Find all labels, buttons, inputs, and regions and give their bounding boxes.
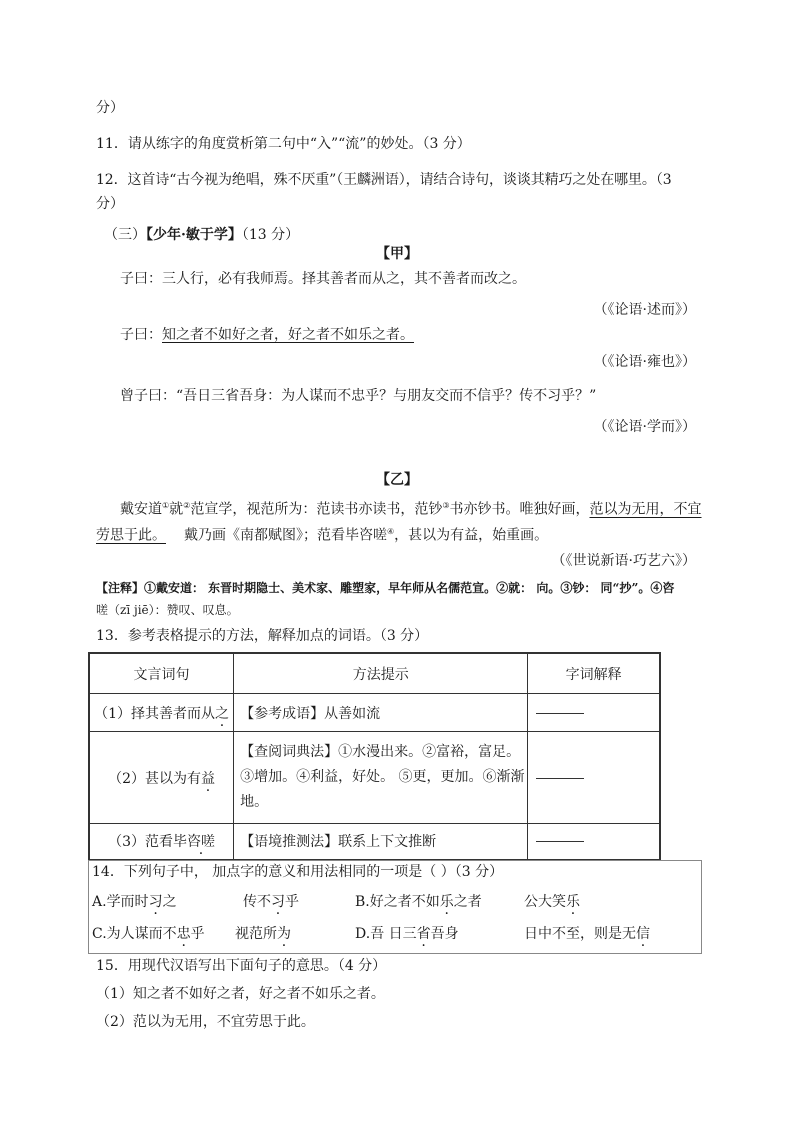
dotted-word: 乐 xyxy=(439,894,454,910)
table-cell-method xyxy=(234,732,528,824)
option-d[interactable] xyxy=(355,924,459,944)
option-text: 传不 xyxy=(243,894,271,910)
table-header: 文言词句 xyxy=(89,653,234,694)
footnote-marker: ④ xyxy=(387,527,395,536)
answer-blank[interactable] xyxy=(528,694,660,732)
method-table xyxy=(88,652,661,861)
passage-b-text: 就 xyxy=(169,501,184,518)
phrase-text: （2）甚以为有 xyxy=(108,770,201,787)
dotted-word: 益 xyxy=(201,770,215,787)
option-text: 之 xyxy=(162,894,177,910)
section-3-prefix: （三） xyxy=(104,227,146,243)
method-line xyxy=(240,740,526,765)
passage-b-text: 范宣学，视范所为：范读书亦读书，范钞 xyxy=(190,501,443,518)
dotted-word: 咨嗟 xyxy=(187,834,215,851)
option-a-compare xyxy=(243,892,299,912)
passage-a-s2-prefix: 子曰： xyxy=(120,327,162,343)
passage-a-s2-underlined: 知之者不如好之者，好之者不如乐之者。 xyxy=(162,327,414,343)
passage-a-source-2: （《论语·雍也》） xyxy=(593,354,696,370)
question-15-prompt: 15．用现代汉语写出下面句子的意思。（4 分） xyxy=(96,958,387,974)
answer-blank[interactable] xyxy=(528,824,660,860)
q10-tail: 分） xyxy=(96,100,124,116)
dotted-word: 省 xyxy=(416,926,431,942)
table-cell-method xyxy=(234,694,528,732)
footnote-marker: ② xyxy=(183,501,191,510)
option-text: 乎 xyxy=(190,926,205,942)
section-3-heading xyxy=(104,225,299,245)
option-label: C. xyxy=(92,926,107,942)
table-row xyxy=(89,694,660,732)
option-text: 公大笑 xyxy=(524,894,566,910)
option-label: D. xyxy=(355,926,371,942)
question-13-prompt: 13．参考表格提示的方法，解释加点的词语。（3 分） xyxy=(96,628,429,644)
option-b-compare xyxy=(524,892,580,912)
option-c[interactable] xyxy=(92,924,205,944)
table-header: 方法提示 xyxy=(234,653,528,694)
answer-line xyxy=(536,840,584,842)
passage-b-text: ，甚以为有益，始重画。 xyxy=(394,527,549,544)
passage-b-text: 戴乃画《南都赋图》；范看毕咨嗟 xyxy=(184,527,387,544)
answer-line xyxy=(536,777,584,779)
passage-b-underlined: 范以为无用，不宜 xyxy=(589,501,702,518)
option-a[interactable] xyxy=(92,892,177,912)
passage-b-text: 书亦钞书。唯独好画， xyxy=(449,501,590,518)
passage-a-sentence-1: 子曰：三人行，必有我师焉。择其善者而从之，其不善者而改之。 xyxy=(120,271,526,287)
dotted-word: 之 xyxy=(215,705,229,722)
option-text: 学而时 xyxy=(106,894,149,910)
passage-b-note-1: 【注释】①戴安道： 东晋时期隐士、美术家、雕塑家，早年师从名儒范宣。②就： 向。③钞： 同“抄”。④咨 xyxy=(96,581,675,595)
passage-b-line-2 xyxy=(96,522,548,546)
option-text: 好之者不如 xyxy=(369,894,440,910)
method-text: ①水漫出来。②富裕，富足。 xyxy=(338,744,521,760)
option-b[interactable] xyxy=(355,892,482,912)
passage-a-sentence-3: 曾子曰：“吾日三省吾身：为人谋而不忠乎？与朋友交而不信乎？传不习乎？” xyxy=(120,388,597,404)
table-cell-phrase xyxy=(89,694,234,732)
method-tag: 【查阅词典法】 xyxy=(240,744,339,760)
option-text: 日中不至，则是无 xyxy=(524,926,636,942)
dotted-word: 忠 xyxy=(176,926,191,942)
option-text: 吾身 xyxy=(430,926,459,942)
method-tag: 【参考成语】 xyxy=(240,705,325,722)
footnote-marker: ① xyxy=(162,501,170,510)
footnote-marker: ③ xyxy=(442,501,450,510)
passage-a-label: 【甲】 xyxy=(376,246,418,262)
section-3-score: （13 分） xyxy=(241,227,300,243)
method-line: 地。 xyxy=(240,794,269,810)
option-text: 为人谋而不 xyxy=(106,926,177,942)
question-11: 11．请从练字的角度赏析第二句中“入”“流”的妙处。（3 分） xyxy=(96,136,471,152)
passage-a-source-1: （《论语·述而》） xyxy=(593,302,696,318)
passage-b-label: 【乙】 xyxy=(376,472,418,488)
option-d-compare xyxy=(524,924,650,944)
table-row xyxy=(89,824,660,860)
passage-b-line-1 xyxy=(120,496,702,520)
method-line: ③增加。④利益，好处。 ⑤更，更加。⑥渐渐 xyxy=(240,769,525,785)
passage-b-text: 戴安道 xyxy=(120,501,162,518)
dotted-word: 习 xyxy=(271,894,285,910)
option-c-compare xyxy=(235,924,291,944)
table-cell-phrase xyxy=(89,824,234,860)
table-cell-method xyxy=(234,824,528,860)
passage-a-sentence-2 xyxy=(120,325,414,345)
question-14-prompt: 14．下列句子中， 加点字的意义和用法相同的一项是（ ）（3 分） xyxy=(92,864,504,880)
question-15-item-2: （2）范以为无用，不宜劳思于此。 xyxy=(96,1014,315,1030)
phrase-text: （1）择其善者而从 xyxy=(94,705,215,722)
option-text: 之者 xyxy=(453,894,482,910)
phrase-text: （3）范看毕 xyxy=(108,834,187,851)
option-text: 乎 xyxy=(285,894,299,910)
dotted-word: 为 xyxy=(277,926,291,942)
passage-b-note-2: 嗟（zī jiē）：赞叹、叹息。 xyxy=(96,603,239,617)
method-tag: 【语境推测法】 xyxy=(240,834,339,851)
passage-a-source-3: （《论语·学而》） xyxy=(593,419,696,435)
dotted-word: 习 xyxy=(148,894,163,910)
question-12-line2: 分） xyxy=(96,196,124,212)
table-row xyxy=(89,732,660,824)
question-12-line1: 12．这首诗“古今视为绝唱，殊不厌重”（王麟洲语），请结合诗句，谈谈其精巧之处在哪里。（3 xyxy=(96,172,672,188)
section-3-title: 【少年·敏于学】 xyxy=(146,227,242,243)
answer-line xyxy=(536,712,584,714)
option-text: 吾 日三 xyxy=(370,926,417,942)
answer-blank[interactable] xyxy=(528,732,660,824)
table-cell-phrase xyxy=(89,732,234,824)
method-text: 联系上下文推断 xyxy=(338,834,437,851)
passage-b-underlined: 劳思于此。 xyxy=(96,527,166,544)
option-label: A. xyxy=(92,894,107,910)
option-text: 视范所 xyxy=(235,926,277,942)
dotted-word: 信 xyxy=(636,926,650,942)
method-text: 从善如流 xyxy=(324,705,381,722)
option-label: B. xyxy=(355,894,370,910)
dotted-word: 乐 xyxy=(566,894,580,910)
table-header-row xyxy=(89,653,660,694)
question-15-item-1: （1）知之者不如好之者，好之者不如乐之者。 xyxy=(96,986,385,1002)
passage-b-source: （《世说新语·巧艺六》） xyxy=(551,553,696,569)
table-header: 字词解释 xyxy=(528,653,660,694)
